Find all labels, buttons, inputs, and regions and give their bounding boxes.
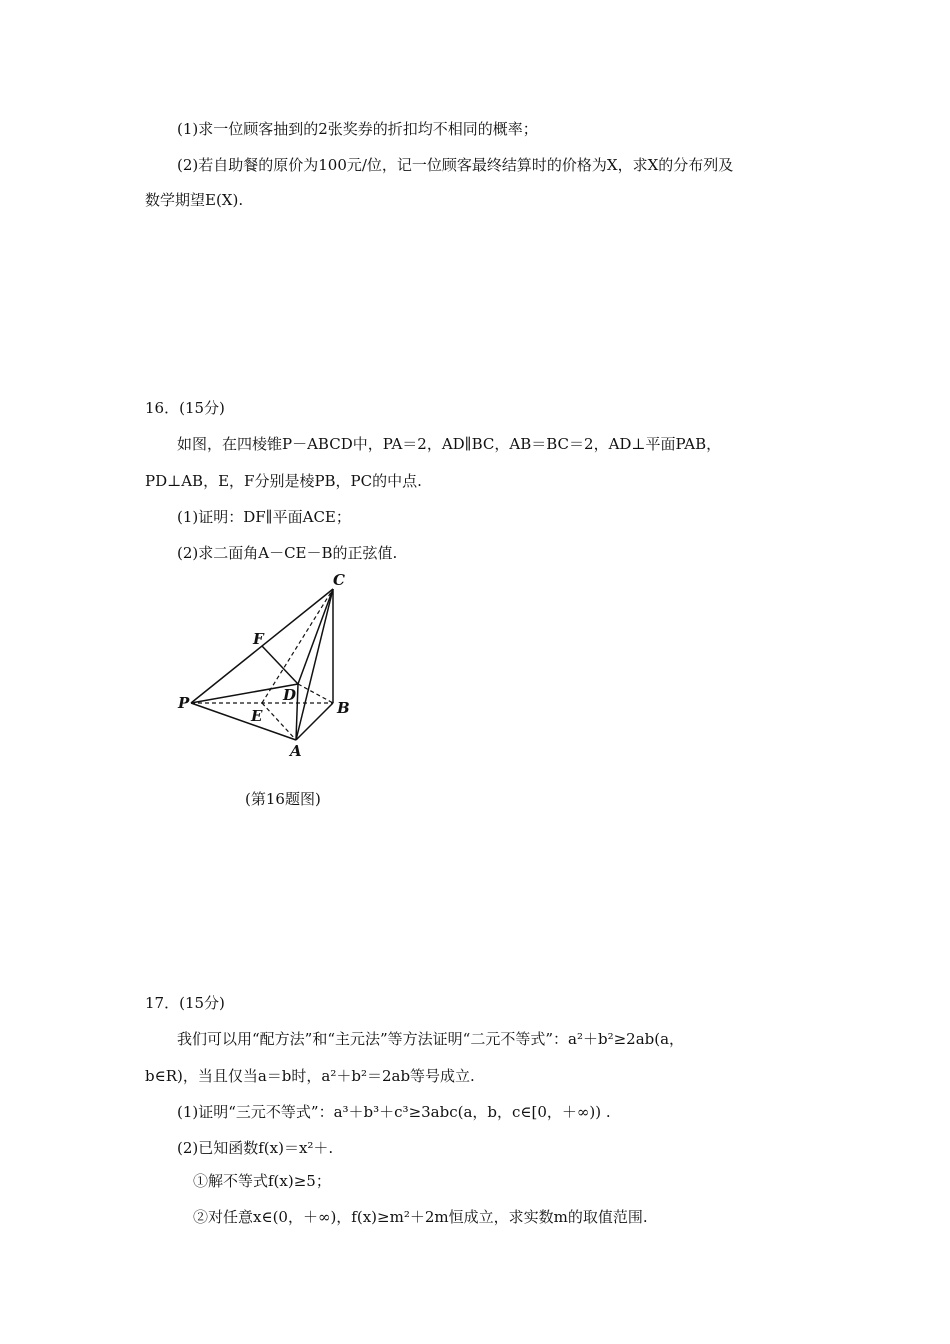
label-f: F [253, 630, 264, 648]
q15-part2-line1: (2)若自助餐的原价为100元/位，记一位顾客最终结算时的价格为X，求X的分布列及 [177, 156, 734, 174]
edge-db-hidden [298, 684, 333, 703]
label-p: P [178, 694, 190, 712]
q16-stem-line1: 如图，在四棱锥P－ABCD中，PA＝2，AD∥BC，AB＝BC＝2，AD⊥平面PAB， [177, 435, 722, 453]
q17-sub1: ①解不等式f(x)≥5； [193, 1172, 331, 1190]
q15-part2-line2: 数学期望E(X). [145, 191, 244, 209]
q16-header: 16．(15分) [145, 399, 225, 417]
edge-ca [296, 589, 333, 740]
label-c: C [333, 571, 345, 589]
edge-fd [262, 646, 298, 684]
pyramid-figure [170, 570, 370, 770]
q17-part1: (1)证明“三元不等式”：a³＋b³＋c³≥3abc(a，b，c∈[0，＋∞)) . [177, 1103, 611, 1121]
label-d: D [283, 686, 297, 704]
edge-ab [296, 703, 333, 740]
label-e: E [251, 707, 263, 725]
q17-stem-line2: b∈R)，当且仅当a＝b时，a²＋b²＝2ab等号成立. [145, 1067, 475, 1085]
edge-pd [191, 684, 298, 703]
label-a: A [290, 742, 302, 760]
label-b: B [337, 699, 350, 717]
q17-sub2: ②对任意x∈(0，＋∞)，f(x)≥m²＋2m恒成立，求实数m的取值范围. [193, 1208, 648, 1226]
q17-stem-line1: 我们可以用“配方法”和“主元法”等方法证明“二元不等式”：a²＋b²≥2ab(a， [177, 1030, 685, 1048]
q16-part1: (1)证明：DF∥平面ACE； [177, 508, 351, 526]
q16-part2: (2)求二面角A－CE－B的正弦值. [177, 544, 398, 562]
q16-stem-line2: PD⊥AB，E，F分别是棱PB，PC的中点. [145, 472, 422, 490]
q15-part1: (1)求一位顾客抽到的2张奖券的折扣均不相同的概率； [177, 120, 538, 138]
q17-header: 17．(15分) [145, 994, 225, 1012]
q17-part2: (2)已知函数f(x)＝x²＋. [177, 1139, 334, 1157]
edge-pa [191, 703, 296, 740]
figure-caption: (第16题图) [245, 790, 321, 808]
